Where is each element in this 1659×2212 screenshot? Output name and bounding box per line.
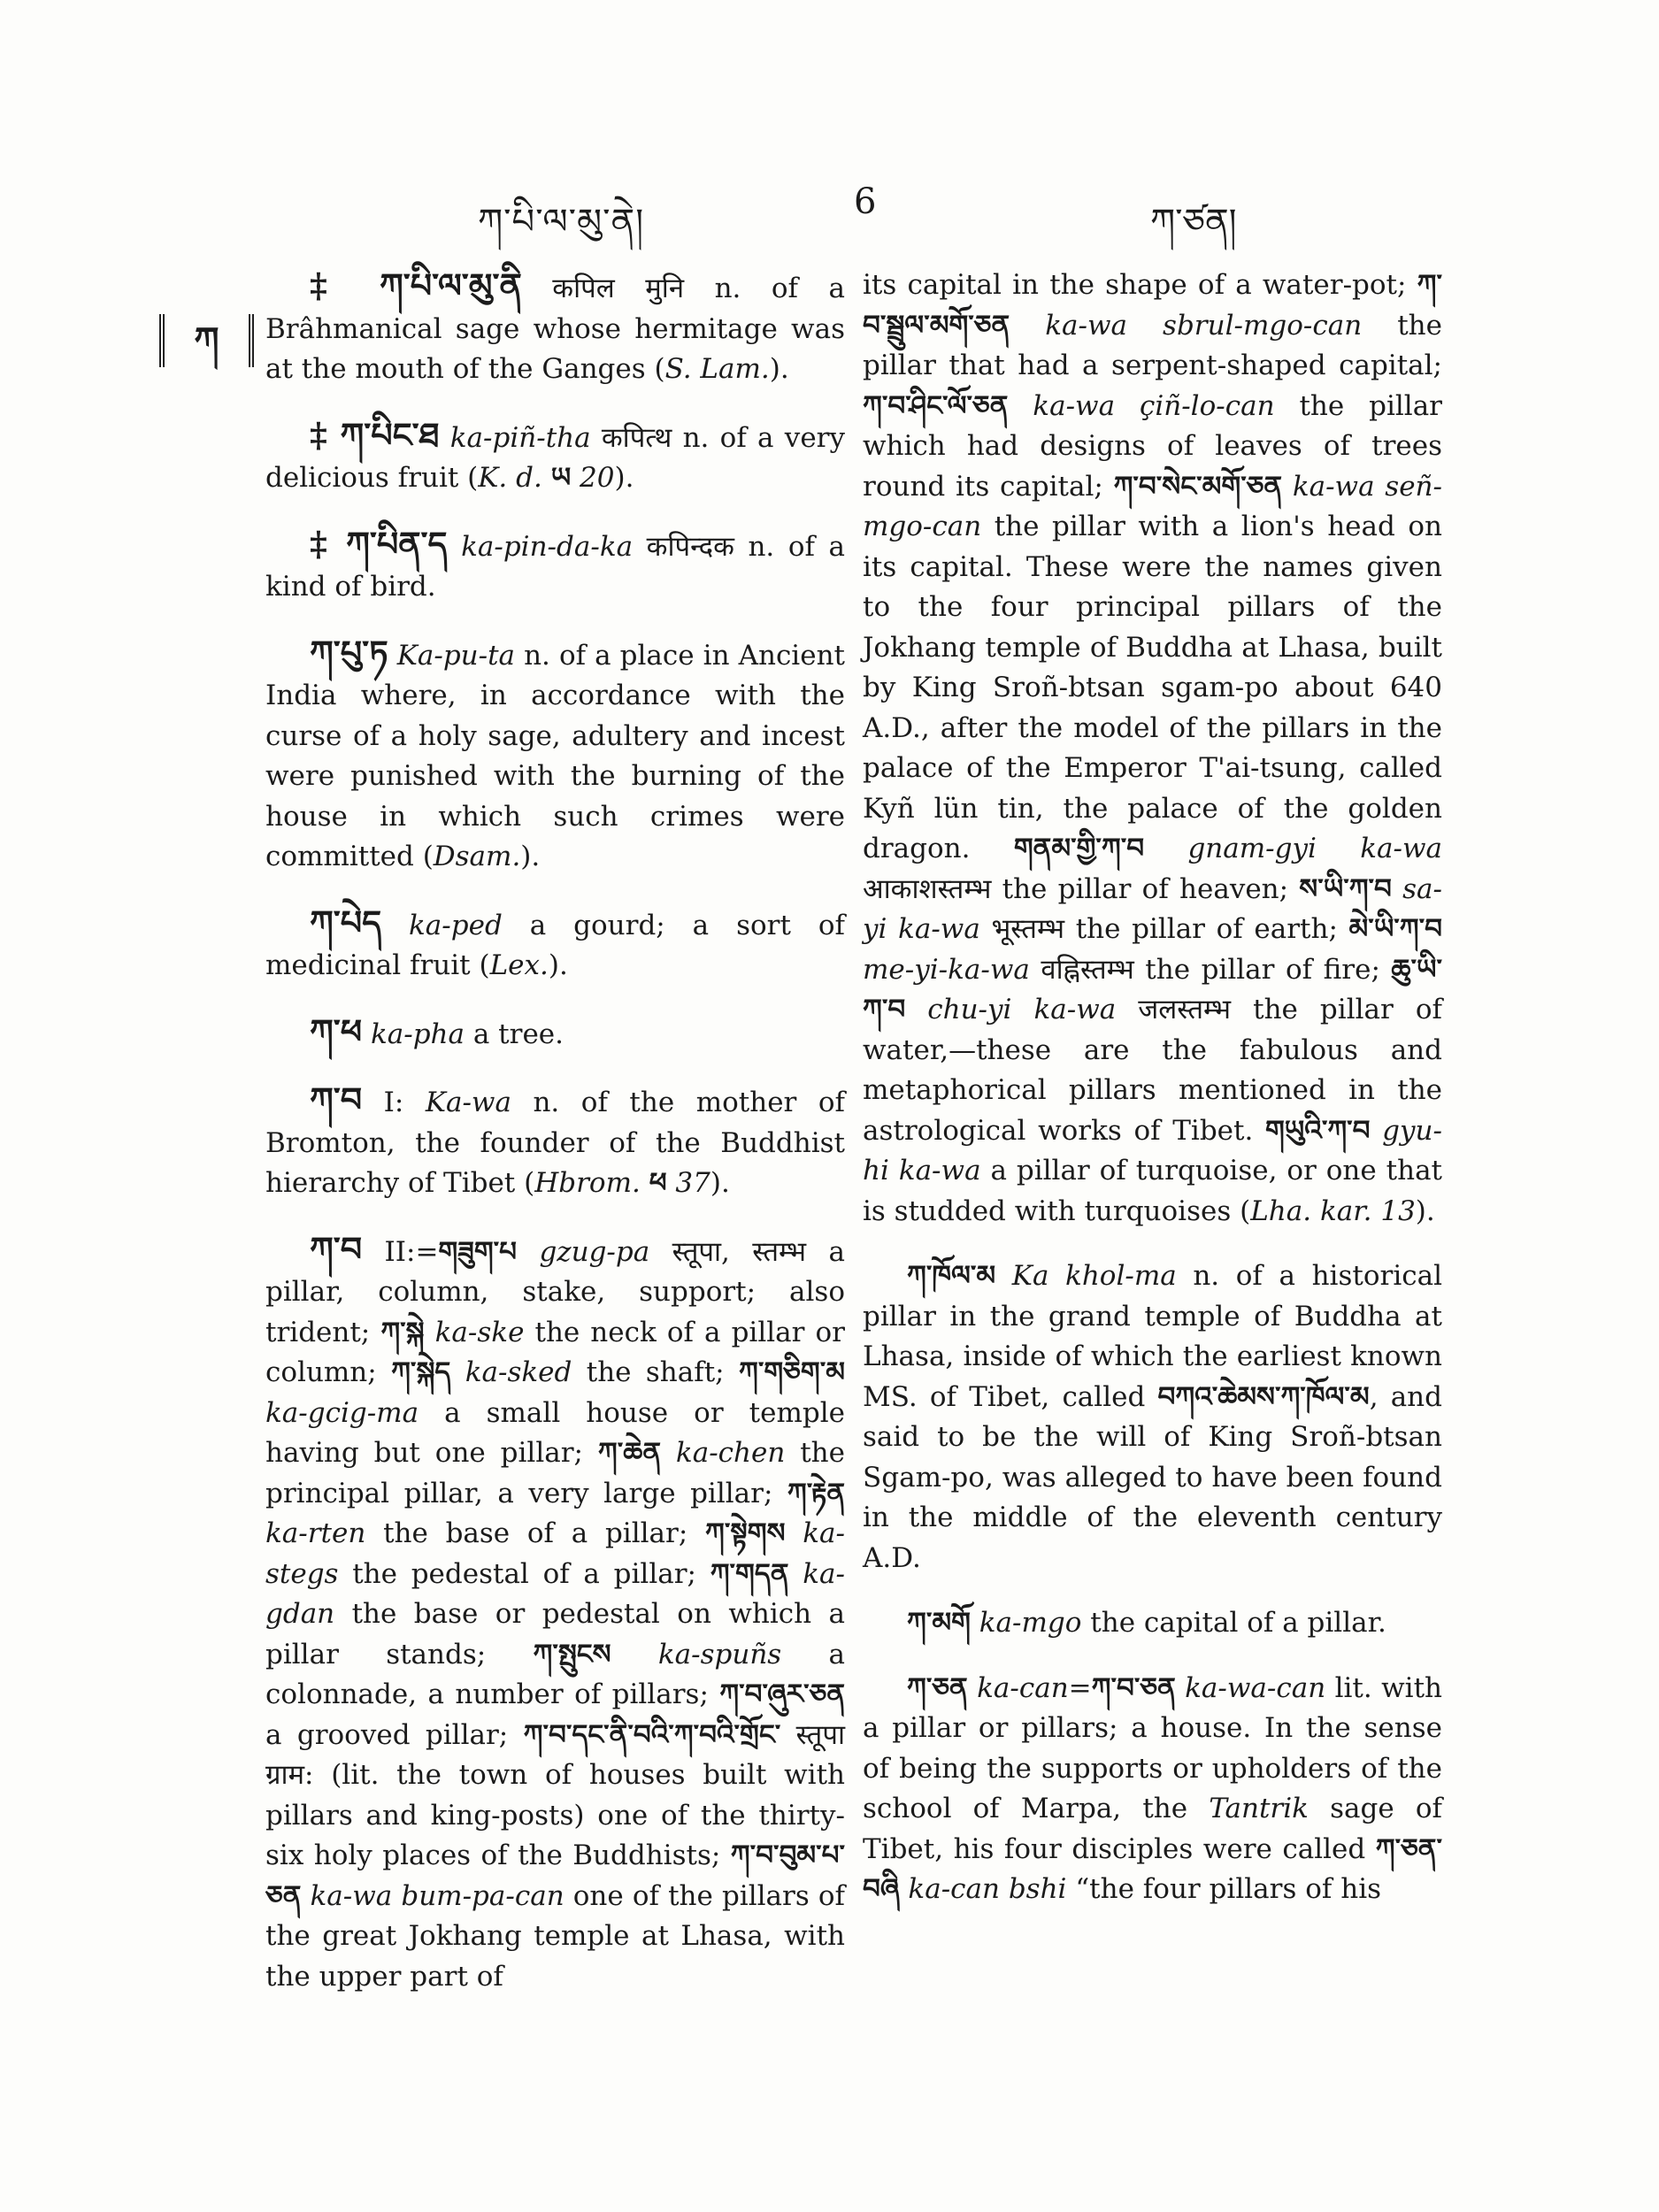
transliteration: K. d. [478,462,551,494]
thumb-index-tab: ཀ [159,314,254,367]
tibetan-term: ཀ་སྟེགས [705,1517,786,1549]
definition-text: कपिन्दक n. of a kind of bird. [265,530,845,603]
definition-text: a grooved pillar; [265,1718,524,1751]
dictionary-entry [863,1603,1442,1644]
definition-text: , and said to be the will of King Sroñ-btsan Sgam-po, was alleged to have been found in the middle of the eleventh century A.D. [863,1380,1442,1574]
transliteration: ka-pha [362,1018,465,1050]
dictionary-entry [863,1669,1442,1910]
definition-text: ). [769,353,789,385]
transliteration: ka-wa señ-mgo-can [863,470,1442,542]
transliteration: 20 [571,462,615,494]
transliteration: sa-yi ka-wa [863,872,1442,945]
page-number: 6 [854,181,877,222]
definition-text: ). [710,1167,730,1199]
transliteration: Tantrik [1209,1793,1309,1824]
definition-text: a gourd; a sort of medicinal fruit ( [265,909,845,981]
tibetan-term: ཀ་ཆེན [597,1437,662,1469]
tibetan-term: ཀ་བ་ཞུར་ཅན [719,1678,845,1710]
entry-headword: ཀ་པེད [310,902,382,942]
definition-text: जलस्तम्भ the pillar of water,—these are the fabulous and metaphorical pillars mentioned in the astrological works of Tibet. [863,994,1442,1147]
running-head-left: ཀ་པི་ལ་མུ་ནེ། [478,202,645,242]
definition-text: स्तूपा ग्राम: (lit. the town of houses built with pillars and king-posts) one of the thirty-six holy places of the Buddhists; [265,1718,845,1871]
transliteration: gzug-pa [517,1235,650,1268]
definition-text: ). [520,841,541,872]
definition-text: “the four pillars of his [1066,1873,1382,1905]
transliteration: Ka khol-ma [995,1260,1177,1292]
tibetan-term: ཀ་རྟེན [787,1477,845,1509]
entry-headword: ཀ་པུ་ཏ [310,632,388,672]
definition-text: n. of a historical pillar in the grand temple of Buddha at Lhasa, inside of which the earliest known MS. of Tibet, called [863,1260,1442,1413]
definition-text: कपिल मुनि [521,273,715,304]
definition-text: the pillar which had designs of leaves of trees round its capital; [863,389,1442,503]
transliteration: ka-can bshi [899,1873,1067,1905]
transliteration: ka-wa-can [1175,1671,1326,1704]
tibetan-term: ཀ་སྐེད [391,1356,451,1388]
tibetan-term: ཆུ་ཡི་ཀ་བ [863,953,1442,1025]
definition-text: the capital of a pillar. [1081,1607,1386,1639]
left-column [265,265,845,2022]
definition-text: the pedestal of a pillar; [338,1557,710,1590]
entry-headword: ཀ་པིན་ད [346,523,448,564]
transliteration: ka-stegs [265,1517,845,1590]
definition-text: I: [362,1087,426,1118]
dictionary-entry [265,1011,845,1056]
tibetan-term: གཟུག་པ [438,1235,518,1268]
tibetan-term: ཀ་ཅན་བཞི [863,1832,1442,1905]
tibetan-term: ཀ་བ་སེང་མགོ་ཅན [1113,470,1283,503]
definition-text: a pillar of turquoise, or one that is studded with turquoises ( [863,1155,1443,1227]
dictionary-entry [265,265,845,390]
tibetan-term: ཡ [550,462,572,494]
definition-text: a small house or temple having but one pillar; [265,1396,845,1469]
definition-text: आकाशस्तम्भ the pillar of heaven; [863,872,1300,905]
definition-text: a tree. [464,1018,564,1050]
tibetan-term: ཀ་བ་ཅན [1091,1671,1176,1704]
definition-text: भूस्तम्भ the pillar of earth; [979,913,1349,945]
transliteration: ka-wa bum-pa-can [301,1879,565,1912]
definition-text: the base or pedestal on which a pillar stands; [265,1598,845,1671]
dictionary-entry [863,1256,1442,1578]
tibetan-term: གཡུའི་ཀ་བ [1264,1114,1371,1147]
definition-text: n. of a Brâhmanical sage whose hermitage was at the mouth of the Ganges ( [265,273,846,385]
definition-text: वह्निस्तम्भ the pillar of fire; [1029,953,1392,986]
transliteration: ka-wa çiñ-lo-can [1008,389,1275,422]
entry-headword: ཀ་ཕ [310,1010,363,1051]
right-column [863,265,1442,1935]
definition-text: the pillar that had a serpent-shaped capital; [863,309,1442,381]
transliteration: ka-piñ-tha [439,421,591,454]
transliteration: gyu-hi ka-wa [863,1114,1442,1187]
definition-text: ). [1415,1194,1435,1227]
transliteration: ka-chen [661,1437,786,1469]
tibetan-term: ཀ་བ་དང་ནི་བའི་ཀ་བའི་གྲོང་ [523,1718,781,1751]
transliteration: ka-pin-da-ka [447,530,634,563]
transliteration: me-yi-ka-wa [863,953,1030,986]
entry-headword: ཀ་བ [310,1228,363,1269]
transliteration: chu-yi ka-wa [905,994,1117,1025]
transliteration: ka-sked [450,1356,572,1388]
transliteration: ka-rten [265,1517,366,1549]
transliteration: Lex. [489,949,549,981]
entry-headword: ཀ་པིང་ཐ [340,414,440,455]
dictionary-entry [265,902,845,987]
entry-headword: ཀ་པི་ལ་མུ་ནི [380,265,522,305]
dictionary-entry [265,1079,845,1204]
tibetan-term: ཀ་གདན [710,1557,789,1590]
definition-text: a colonnade, a number of pillars; [265,1638,845,1710]
definition-text: sage of Tibet, his four disciples were called [863,1793,1442,1865]
running-head-right: ཀ་ཙན། [1150,202,1237,242]
definition-text: II:= [362,1235,439,1268]
tibetan-term: ཀ་སྤུངས [533,1638,611,1671]
definition-text: ). [614,462,634,494]
definition-text: the base of a pillar; [365,1517,706,1549]
entry-headword: ཀ་བ [310,1079,363,1119]
tibetan-term: ཕ [649,1167,667,1199]
tibetan-term: གནམ་གྱི་ཀ་བ [1013,833,1145,864]
definition-text: the neck of a pillar or column; [265,1316,845,1388]
transliteration: gnam-gyi ka-wa [1144,833,1442,864]
transliteration: ka-gcig-ma [265,1396,419,1429]
transliteration: ka-ped [381,909,503,941]
definition-text: its capital in the shape of a water-pot; [863,269,1417,301]
definition-text: lit. with a pillar or pillars; a house. In the sense of being the supports or upholders of the school of Marpa, the [863,1671,1442,1824]
tibetan-term: ཀ་ཅན [907,1671,968,1704]
definition-text: स्तूपा, स्तम्भ a pillar, column, stake, support; also trident; [265,1235,845,1348]
definition-text: = [1068,1671,1092,1704]
transliteration: S. Lam. [664,353,770,385]
tibetan-term: ཀ་མགོ [907,1607,971,1639]
definition-text: ). [548,949,568,981]
definition-text: n. of a place in Ancient India where, in accordance with the curse of a holy sage, adultery and incest were punished with the burning of the house in which such crimes were committed ( [265,639,845,872]
dictionary-entry [265,524,845,608]
tibetan-term: ཀ་སྐེ [380,1316,425,1348]
definition-text: the principal pillar, a very large pillar; [265,1437,845,1509]
definition-text: the pillar with a lion's head on its capital. These were the names given to the four principal pillars of the Jokhang temple of Buddha at Lhasa, built by King Sroñ-btsan sgam-po about 640 A.D., after the model of the pillars in the palace of the Emperor T'ai-tsung, called Kyñ lün tin, the palace of the golden dragon. [863,511,1442,864]
tibetan-term: ཀ་བ་སྦྲུལ་མགོ་ཅན [863,269,1442,342]
transliteration: ka-spuñs [611,1638,782,1671]
transliteration: ka-mgo [970,1607,1082,1639]
entry-continuation [863,265,1442,1232]
tibetan-term: ཀ་བ་བུམ་པ་ཅན [265,1839,845,1912]
dictionary-entry [265,1229,845,1998]
dictionary-entry [265,415,845,499]
transliteration: 37 [666,1167,710,1199]
sanskrit-marker: ‡ [310,414,330,455]
transliteration: ka-gdan [265,1557,845,1630]
transliteration: Ka-wa [425,1087,511,1118]
transliteration: Dsam. [433,841,521,872]
transliteration: ka-ske [424,1316,525,1348]
transliteration: ka-wa sbrul-mgo-can [1010,309,1363,342]
transliteration: ka-can [967,1671,1069,1704]
sanskrit-marker: ‡ [310,523,333,564]
transliteration: Lha. kar. 13 [1250,1194,1416,1227]
tibetan-term: ཀ་ཁོལ་མ [907,1260,996,1292]
definition-text: n. of the mother of Bromton, the founder of the Buddhist hierarchy of Tibet ( [265,1087,846,1199]
transliteration: Ka-pu-ta [388,639,516,672]
sanskrit-marker: ‡ [310,265,349,305]
page-header [0,181,1659,243]
definition-text: one of the pillars of the great Jokhang temple at Lhasa, with the upper part of [265,1879,845,1993]
tibetan-term: ཀ་བ་ཤིང་ལོ་ཅན [863,389,1009,422]
definition-text: कपित्थ n. of a very delicious fruit ( [265,421,845,494]
tibetan-term: ཀ་གཅིག་མ [739,1356,845,1388]
tibetan-term: བཀའ་ཆེམས་ཀ་ཁོལ་མ [1157,1380,1370,1413]
tibetan-term: མེ་ཡི་ཀ་བ [1348,913,1443,945]
transliteration: Hbrom. [534,1167,649,1199]
dictionary-entry [265,633,845,878]
definition-text: the shaft; [572,1356,740,1388]
tibetan-term: ས་ཡི་ཀ་བ [1299,872,1392,905]
